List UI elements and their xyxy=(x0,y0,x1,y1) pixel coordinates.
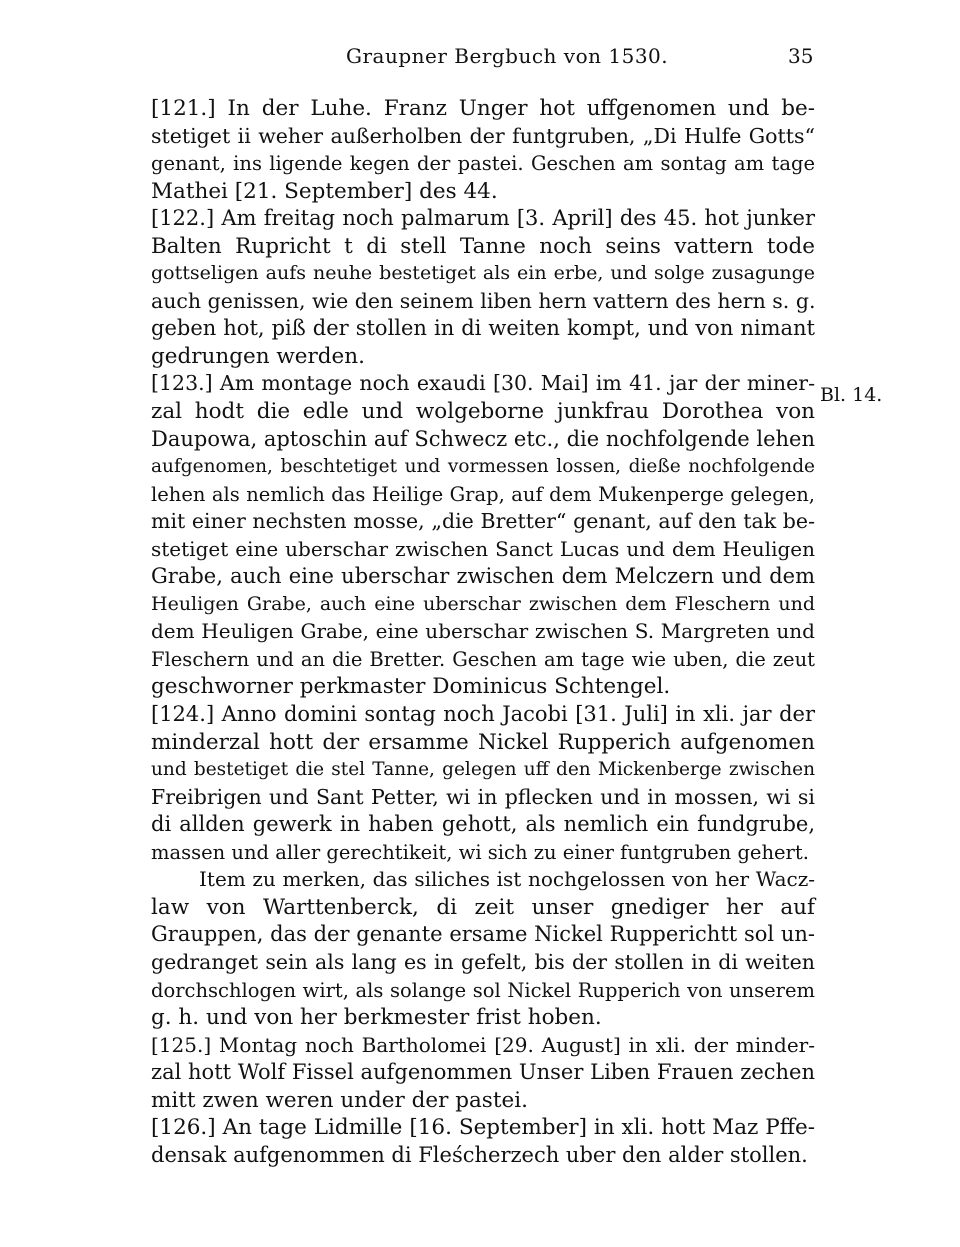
text-line: massen und aller gerechtikeit, wi sich zu einer funtgruben gehert. xyxy=(151,840,809,864)
text-line: lehen als nemlich das Heilige Grap, auf dem Mukenperge gelegen, xyxy=(151,482,815,506)
text-line: gottseligen aufs neuhe bestetiget als ein erbe, und solge zusagunge xyxy=(151,262,815,285)
text-line: [121.] In der Luhe. Franz Unger hot uffgenomen und be- xyxy=(151,96,815,121)
text-line: Fleschern und an die Bretter. Geschen am tage wie uben, die zeut xyxy=(151,647,815,671)
text-line: Item zu merken, das siliches ist nochgelossen von her Wacz- xyxy=(199,867,815,892)
text-line: aufgenomen, beschtetiget und vormessen lossen, dieße nochfolgende xyxy=(151,456,815,478)
text-line: zal hodt die edle und wolgeborne junkfrau Dorothea von xyxy=(151,399,815,425)
text-line: [124.] Anno domini sontag noch Jacobi [31. Juli] in xli. jar der xyxy=(151,702,815,727)
text-line: Mathei [21. September] des 44. xyxy=(151,178,498,204)
text-line: gedrungen werden. xyxy=(151,343,365,369)
text-line: Balten Rupricht t di stell Tanne noch seins vattern tode xyxy=(151,233,815,259)
margin-note: Bl. 14. xyxy=(820,384,883,406)
text-line: geben hot, piß der stollen in di weiten kompt, und von nimant xyxy=(151,316,815,341)
text-line: minderzal hott der ersamme Nickel Rupperich aufgenomen xyxy=(151,729,815,755)
text-line: Grabe, auch eine uberschar zwischen dem Melczern und dem xyxy=(151,564,815,589)
text-line: law von Warttenberck, di zeit unser gnediger her auf xyxy=(151,894,815,920)
text-line: genant, ins ligende kegen der pastei. Geschen am sontag am tage xyxy=(151,152,815,176)
body-text xyxy=(151,95,815,1169)
text-line: [123.] Am montage noch exaudi [30. Mai] im 41. jar der miner- xyxy=(151,371,815,396)
text-line: stetiget eine uberschar zwischen Sanct Lucas und dem Heuligen xyxy=(151,536,815,561)
text-line: Daupowa, aptoschin auf Schwecz etc., die nochfolgende lehen xyxy=(151,426,815,451)
running-title: Graupner Bergbuch von 1530. xyxy=(346,44,669,68)
running-head xyxy=(0,44,960,74)
text-line: und bestetiget die stel Tanne, gelegen uff den Mickenberge zwischen xyxy=(151,759,815,781)
page-number: 35 xyxy=(788,44,814,68)
text-line: Grauppen, das der genante ersame Nickel Rupperichtt sol un- xyxy=(151,922,815,947)
text-line: mitt zwen weren under der pastei. xyxy=(151,1087,528,1113)
text-line: [122.] Am freitag noch palmarum [3. April] des 45. hot junker xyxy=(151,206,815,231)
text-line: dem Heuligen Grabe, eine uberschar zwischen S. Margreten und xyxy=(151,619,815,644)
text-line: g. h. und von her berkmester frist hoben. xyxy=(151,1005,602,1031)
text-line: [125.] Montag noch Bartholomei [29. August] in xli. der minder- xyxy=(151,1032,815,1057)
text-line: gedranget sein als lang es in gefelt, bis der stollen in di weiten xyxy=(151,949,815,974)
text-line: di allden gewerk in haben gehott, als nemlich ein fundgrube, xyxy=(151,812,815,837)
text-line: [126.] An tage Lidmille [16. September] in xli. hott Maz Pffe- xyxy=(151,1115,815,1141)
text-line: auch genissen, wie den seinem liben hern vattern des hern s. g. xyxy=(151,288,816,313)
text-line: zal hott Wolf Fissel aufgenommen Unser Liben Frauen zechen xyxy=(151,1060,815,1085)
text-line: Heuligen Grabe, auch eine uberschar zwischen dem Fleschern und xyxy=(151,592,815,615)
text-line: geschworner perkmaster Dominicus Schtengel. xyxy=(151,674,671,700)
text-line: Freibrigen und Sant Petter, wi in pflecken und in mossen, wi si xyxy=(151,784,815,809)
text-line: densak aufgenommen di Fleścherzech uber den alder stollen. xyxy=(151,1142,808,1167)
text-line: mit einer nechsten mosse, „die Bretter“ genant, auf den tak be- xyxy=(151,509,815,534)
text-line: stetiget ii weher außerholben der funtgruben, „Di Hulfe Gotts“ xyxy=(151,123,815,148)
text-line: dorchschlogen wirt, als solange sol Nickel Rupperich von unserem xyxy=(151,978,815,1002)
